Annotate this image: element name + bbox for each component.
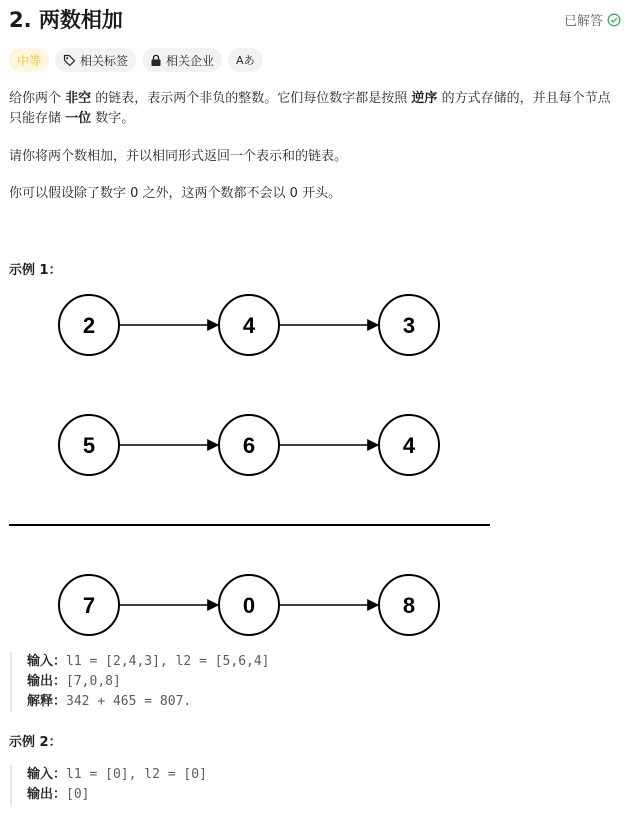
node-value: 4 (402, 433, 416, 458)
related-companies-button[interactable] (142, 48, 222, 72)
description-paragraph-3: 你可以假设除了数字 0 之外，这两个数都不会以 0 开头。 (9, 186, 342, 201)
solved-label: 已解答 (563, 14, 603, 29)
check-circle-icon (607, 13, 621, 27)
difficulty-label: 中等 (17, 53, 42, 68)
input-line (27, 652, 270, 672)
output-label: 输出： (27, 674, 67, 689)
list-node (219, 575, 279, 635)
node-value: 7 (82, 593, 96, 618)
lock-icon (150, 54, 162, 67)
description-paragraph-2: 请你将两个数相加，并以相同形式返回一个表示和的链表。 (9, 149, 348, 164)
list-node (379, 295, 439, 355)
input-value: l1 = [0], l2 = [0] (66, 767, 207, 782)
title-row (9, 4, 621, 32)
output-value: [7,0,8] (66, 674, 121, 689)
linked-list-diagram (0, 280, 500, 645)
solved-status (564, 10, 621, 29)
list-node (59, 415, 119, 475)
input-label: 输入： (27, 767, 67, 782)
output-line (27, 785, 207, 805)
example-2-code (10, 765, 207, 805)
list-node (219, 295, 279, 355)
node-value: 3 (402, 313, 416, 338)
related-tags-button[interactable] (55, 48, 136, 72)
related-tags-label: 相关标签 (80, 53, 129, 68)
explain-line (27, 692, 270, 712)
list-node (379, 575, 439, 635)
translate-icon: Aあ (236, 54, 255, 67)
example-2-title: 示例 2： (9, 735, 62, 750)
desc-bold: 逆序 (411, 91, 438, 106)
example-1-code (10, 652, 270, 712)
node-value: 2 (82, 313, 96, 338)
problem-title[interactable]: 2. 两数相加 (9, 8, 123, 32)
related-companies-label: 相关企业 (166, 53, 215, 68)
difficulty-badge[interactable] (9, 48, 49, 72)
list-node (379, 415, 439, 475)
tag-icon (63, 54, 76, 67)
node-value: 4 (242, 313, 256, 338)
desc-bold: 一位 (65, 111, 92, 126)
list-node (59, 295, 119, 355)
node-value: 6 (242, 433, 256, 458)
list-node (219, 415, 279, 475)
input-value: l1 = [2,4,3], l2 = [5,6,4] (66, 654, 270, 669)
desc-bold: 非空 (65, 91, 92, 106)
desc-text: 给你两个 (9, 91, 66, 106)
node-value: 0 (242, 593, 256, 618)
tag-bar (9, 48, 263, 72)
explain-label: 解释： (27, 694, 67, 709)
description-paragraph-1 (9, 89, 623, 129)
desc-text: 的方式存储的，并且每个节点只能存储 (9, 91, 611, 126)
input-label: 输入： (27, 654, 67, 669)
explain-value: 342 + 465 = 807. (66, 694, 192, 709)
output-value: [0] (66, 787, 90, 802)
output-line (27, 672, 270, 692)
node-value: 5 (82, 433, 96, 458)
desc-text: 的链表，表示两个非负的整数。它们每位数字都是按照 (91, 91, 412, 106)
example-1-title: 示例 1： (9, 263, 62, 278)
output-label: 输出： (27, 787, 67, 802)
list-node (59, 575, 119, 635)
desc-text: 数字。 (91, 111, 135, 126)
node-value: 8 (402, 593, 416, 618)
input-line (27, 765, 207, 785)
translate-button[interactable] (228, 48, 263, 72)
